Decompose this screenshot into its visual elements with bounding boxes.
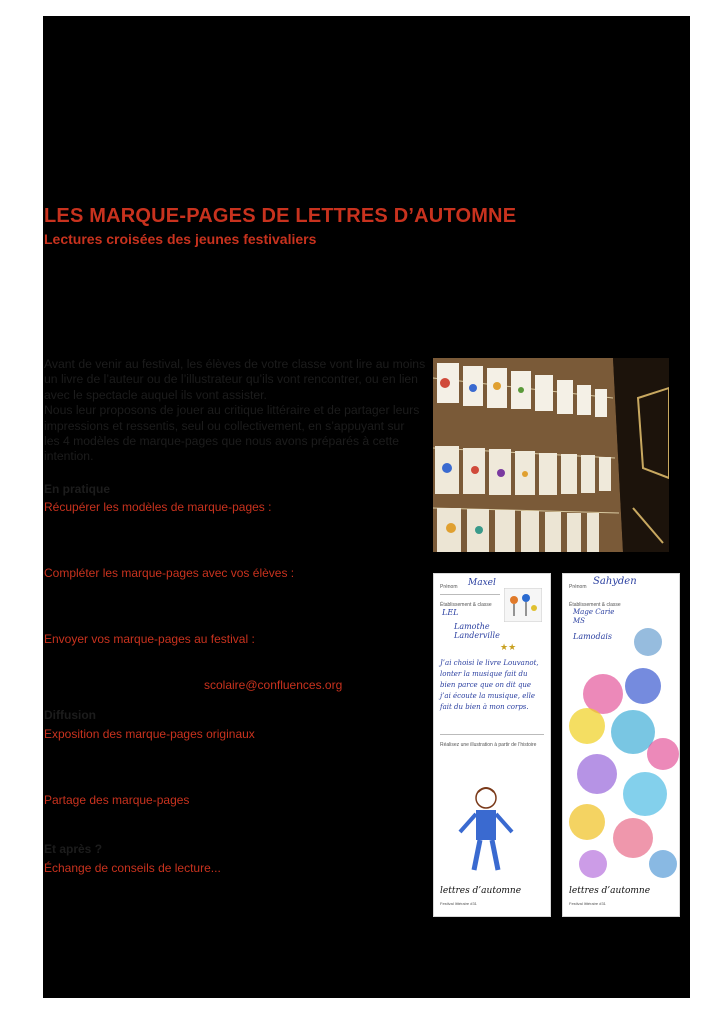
heading-en-pratique: En pratique (44, 482, 111, 496)
intro-line: Avant de venir au festival, les élèves de votre classe vont lire au moins (44, 357, 426, 371)
bm-label-classe: Établissement & classe (569, 602, 621, 608)
bm-left-ville: Lamothe Landerville (454, 622, 500, 640)
intro-line: intention. (44, 449, 94, 464)
page-title: LES MARQUE-PAGES DE LETTRES D’AUTOMNE (44, 205, 517, 227)
book-cover-icon (504, 588, 542, 622)
bookmark-left (433, 573, 551, 917)
exhibition-photo (433, 358, 669, 552)
watercolor-circles-illustration (563, 614, 679, 884)
heading-diffusion: Diffusion (44, 708, 96, 722)
bm-right-footer: Festival littéraire #31 (569, 901, 606, 906)
intro-paragraph (44, 357, 430, 465)
bm-label-classe: Établissement & classe (440, 602, 492, 608)
intro-line: Nous leur proposons de jouer au critique littéraire et de partager leurs (44, 403, 420, 418)
heading-et-apres: Et après ? (44, 842, 103, 856)
item-completer[interactable]: Compléter les marque-pages avec vos élèves : (44, 566, 295, 580)
exhibition-photo-illustration (433, 358, 669, 552)
bm-divider (440, 734, 544, 735)
bm-right-prenom: Sahyden (593, 576, 637, 587)
item-recuperer[interactable]: Récupérer les modèles de marque-pages : (44, 500, 272, 514)
bm-right-ville: Lamodais (573, 632, 613, 641)
item-partage: Partage des marque-pages (44, 793, 190, 807)
bookmark-right (562, 573, 680, 917)
email-link[interactable]: scolaire@confluences.org (204, 678, 343, 692)
bm-label-illustration: Réalisez une illustration à partir de l’histoire (440, 742, 537, 748)
bm-left-prenom: Maxel (468, 578, 496, 588)
intro-line: un livre de l’auteur ou de l’illustrateur qu’ils vont rencontrer, ou en lien (44, 372, 418, 387)
page-subtitle: Lectures croisées des jeunes festivaliers (44, 231, 317, 247)
bm-left-footer: Festival littéraire #31 (440, 901, 477, 906)
bm-divider (440, 594, 500, 595)
bm-right-logo: lettres d’automne (569, 886, 651, 896)
intro-line: avec le spectacle auquel ils vont assister. (44, 387, 267, 402)
bm-label-prenom: Prénom (440, 584, 458, 590)
bm-left-logo: lettres d’automne (440, 886, 522, 896)
intro-line: impressions et ressentis, seul ou collectivement, en s’appuyant sur (44, 418, 405, 433)
bm-right-classe: Mage Carie MS (573, 608, 615, 625)
item-echange: Échange de conseils de lecture... (44, 861, 221, 875)
bm-left-comment: J’ai choisi le livre Louvanot, lonter la musique fait du bien parce que on dit que j’ai écoute la musique, elle fait du bien à mon corps. (440, 659, 539, 711)
intro-line: les 4 modèles de marque-pages que nous avons préparés à cette (44, 434, 400, 449)
bm-left-classe: LEL (442, 608, 459, 617)
bm-label-prenom: Prénom (569, 584, 587, 590)
item-exposition: Exposition des marque-pages originaux (44, 727, 255, 741)
rating-stars: ★★ (500, 642, 517, 652)
item-envoyer[interactable]: Envoyer vos marque-pages au festival : (44, 632, 255, 646)
child-drawing-icon (456, 784, 516, 874)
